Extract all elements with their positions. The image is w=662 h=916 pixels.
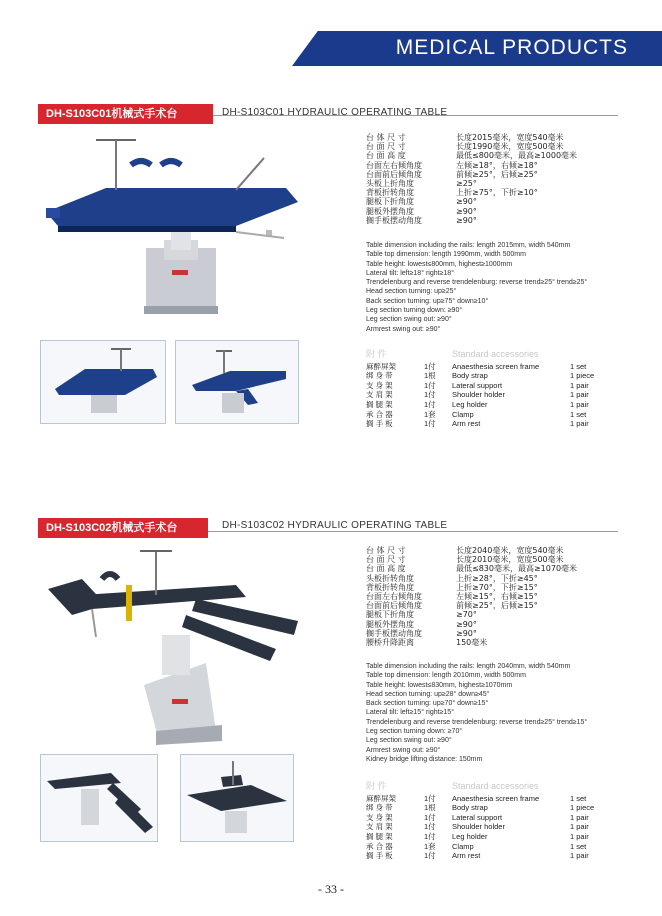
spec-value: 上折≥28°，下折≥45° bbox=[456, 573, 538, 583]
specs-cn-list bbox=[366, 133, 577, 225]
spec-en-line: Trendelenburg and reverse trendelenburg: reverse trend≥25° trend≥15° bbox=[366, 718, 588, 726]
spec-en-line: Leg section turning down: ≥90° bbox=[366, 307, 463, 315]
operating-table-photo bbox=[36, 130, 316, 320]
table-thumbnail-1 bbox=[40, 340, 166, 424]
acc-row: 搁 手 板 1付 Arm rest 1 pair bbox=[366, 851, 589, 861]
acc-row: 搁 腿 架 1付 Leg holder 1 pair bbox=[366, 399, 589, 409]
spec-value: 前倾≥25°，后倾≥15° bbox=[456, 601, 538, 611]
spec-en-line: Armrest swing out: ≥90° bbox=[366, 325, 441, 333]
spec-en-line: Leg section swing out: ≥90° bbox=[366, 316, 452, 324]
spec-value: ≥70° bbox=[456, 610, 477, 620]
spec-label: 搁手板摆动角度 bbox=[366, 628, 422, 638]
spec-value: ≥90° bbox=[456, 197, 477, 207]
spec-label: 头板折转角度 bbox=[366, 573, 414, 583]
spec-label: 台面左右倾角度 bbox=[366, 592, 422, 602]
spec-value: ≥90° bbox=[456, 619, 477, 629]
specs-cn-list bbox=[366, 546, 577, 647]
spec-value: 最低≤800毫米，最高≥1000毫米 bbox=[456, 151, 578, 161]
spec-label: 台面左右倾角度 bbox=[366, 160, 422, 170]
specs-en-list bbox=[366, 662, 587, 764]
spec-label: 台 面 高 度 bbox=[366, 151, 406, 161]
acc-row: 搁 腿 架 1付 Leg holder 1 pair bbox=[366, 831, 589, 841]
spec-label: 搁手板摆动角度 bbox=[366, 215, 422, 225]
table-thumbnail-3 bbox=[40, 754, 158, 842]
acc-row: 麻醉屏架 1付 Anaesthesia screen frame 1 set bbox=[366, 793, 587, 803]
spec-en-line: Head section turning: up≥25° bbox=[366, 288, 457, 296]
spec-label: 腿板外摆角度 bbox=[366, 619, 414, 629]
spec-label: 头板上折角度 bbox=[366, 179, 414, 189]
spec-en-line: Armrest swing out: ≥90° bbox=[366, 746, 441, 754]
spec-en-line: Lateral tilt: left≥15° right≥15° bbox=[366, 709, 454, 717]
spec-en-line: Table dimension including the rails: length 2040mm, width 540mm bbox=[366, 663, 571, 670]
spec-en-line: Leg section swing out: ≥90° bbox=[366, 737, 452, 745]
acc-row: 承 合 器 1套 Clamp 1 set bbox=[366, 409, 587, 419]
spec-label: 腿板下折角度 bbox=[366, 610, 414, 620]
acc-header-en: Standard accessories bbox=[452, 781, 539, 791]
product-code-badge: DH-S103C02机械式手术台 bbox=[38, 518, 208, 538]
acc-row: 承 合 器 1套 Clamp 1 set bbox=[366, 841, 587, 851]
spec-label: 台 面 高 度 bbox=[366, 564, 406, 574]
acc-row: 支 肩 架 1付 Shoulder holder 1 pair bbox=[366, 390, 589, 400]
spec-value: 长度1990毫米，宽度500毫米 bbox=[456, 142, 564, 152]
spec-label: 台 面 尺 寸 bbox=[366, 142, 406, 152]
acc-header-en: Standard accessories bbox=[452, 349, 539, 359]
spec-value: 左倾≥15°，右倾≥15° bbox=[456, 592, 538, 602]
spec-en-line: Table dimension including the rails: length 2015mm, width 540mm bbox=[366, 242, 571, 249]
spec-en-line: Table height: lowest≤800mm, highest≥1000mm bbox=[366, 260, 513, 268]
spec-en-line: Kidney bridge lifting distance: 150mm bbox=[366, 755, 483, 763]
spec-value: 前倾≥25°，后倾≥25° bbox=[456, 169, 538, 179]
spec-value: 长度2010毫米，宽度500毫米 bbox=[456, 555, 564, 565]
acc-row: 支 身 架 1付 Lateral support 1 pair bbox=[366, 812, 589, 822]
acc-header-cn: 附 件 bbox=[366, 781, 387, 791]
spec-label: 腿板外摆角度 bbox=[366, 206, 414, 216]
spec-en-line: Trendelenburg and reverse trendelenburg: reverse trend≥25° trend≥25° bbox=[366, 279, 588, 287]
spec-value: ≥90° bbox=[456, 215, 477, 225]
accessories-table bbox=[366, 350, 610, 429]
acc-header-cn: 附 件 bbox=[366, 349, 387, 359]
specs-en-list bbox=[366, 241, 587, 334]
product-code-badge: DH-S103C01机械式手术台 bbox=[38, 104, 213, 124]
spec-en-line: Table top dimension: length 2010mm, width 500mm bbox=[366, 672, 526, 680]
acc-row: 绑 身 带 1根 Body strap 1 piece bbox=[366, 803, 595, 813]
spec-en-line: Lateral tilt: left≥18° right≥18° bbox=[366, 269, 454, 277]
spec-en-line: Table top dimension: length 1990mm, width 500mm bbox=[366, 251, 526, 259]
spec-value: 长度2015毫米，宽度540毫米 bbox=[456, 133, 564, 142]
spec-label: 腰桥升降距离 bbox=[366, 638, 414, 648]
spec-value: 150毫米 bbox=[456, 638, 488, 648]
spec-en-line: Leg section turning down: ≥70° bbox=[366, 728, 463, 736]
spec-label: 台 面 尺 寸 bbox=[366, 555, 406, 565]
acc-row: 搁 手 板 1付 Arm rest 1 pair bbox=[366, 419, 589, 429]
spec-value: ≥25° bbox=[456, 179, 477, 189]
spec-value: 上折≥70°，下折≥15° bbox=[456, 582, 538, 592]
spec-label: 台面前后倾角度 bbox=[366, 601, 422, 611]
spec-value: 最低≤830毫米，最高≥1070毫米 bbox=[456, 564, 578, 574]
spec-value: 上折≥75°，下折≥10° bbox=[456, 188, 538, 198]
spec-value: 长度2040毫米，宽度540毫米 bbox=[456, 546, 564, 555]
spec-label: 台 体 尺 寸 bbox=[366, 133, 406, 142]
spec-en-line: Table height: lowest≤830mm, highest≥1070mm bbox=[366, 681, 513, 689]
spec-en-line: Head section turning: up≥28° down≥45° bbox=[366, 690, 490, 698]
acc-row: 绑 身 带 1根 Body strap 1 piece bbox=[366, 371, 595, 381]
spec-value: 左倾≥18°，右倾≥18° bbox=[456, 160, 538, 170]
spec-label: 背板折转角度 bbox=[366, 582, 414, 592]
spec-label: 腿板下折角度 bbox=[366, 197, 414, 207]
spec-label: 台 体 尺 寸 bbox=[366, 546, 406, 555]
product-title: DH-S103C02 HYDRAULIC OPERATING TABLE bbox=[222, 520, 448, 531]
accessories-table bbox=[366, 782, 610, 861]
acc-row: 支 身 架 1付 Lateral support 1 pair bbox=[366, 380, 589, 390]
operating-table-photo bbox=[36, 545, 316, 745]
spec-value: ≥90° bbox=[456, 628, 477, 638]
acc-row: 支 肩 架 1付 Shoulder holder 1 pair bbox=[366, 822, 589, 832]
spec-label: 台面前后倾角度 bbox=[366, 169, 422, 179]
header-title: MEDICAL PRODUCTS bbox=[395, 36, 628, 59]
spec-en-line: Back section turning: up≥70° down≥15° bbox=[366, 700, 489, 708]
product-title: DH-S103C01 HYDRAULIC OPERATING TABLE bbox=[222, 107, 448, 118]
table-thumbnail-2 bbox=[175, 340, 299, 424]
table-thumbnail-4 bbox=[180, 754, 294, 842]
spec-en-line: Back section turning: up≥75° down≥10° bbox=[366, 297, 489, 305]
spec-label: 背板折转角度 bbox=[366, 188, 414, 198]
acc-row: 麻醉屏架 1付 Anaesthesia screen frame 1 set bbox=[366, 361, 587, 371]
page-number: - 33 - bbox=[318, 882, 344, 896]
spec-value: ≥90° bbox=[456, 206, 477, 216]
